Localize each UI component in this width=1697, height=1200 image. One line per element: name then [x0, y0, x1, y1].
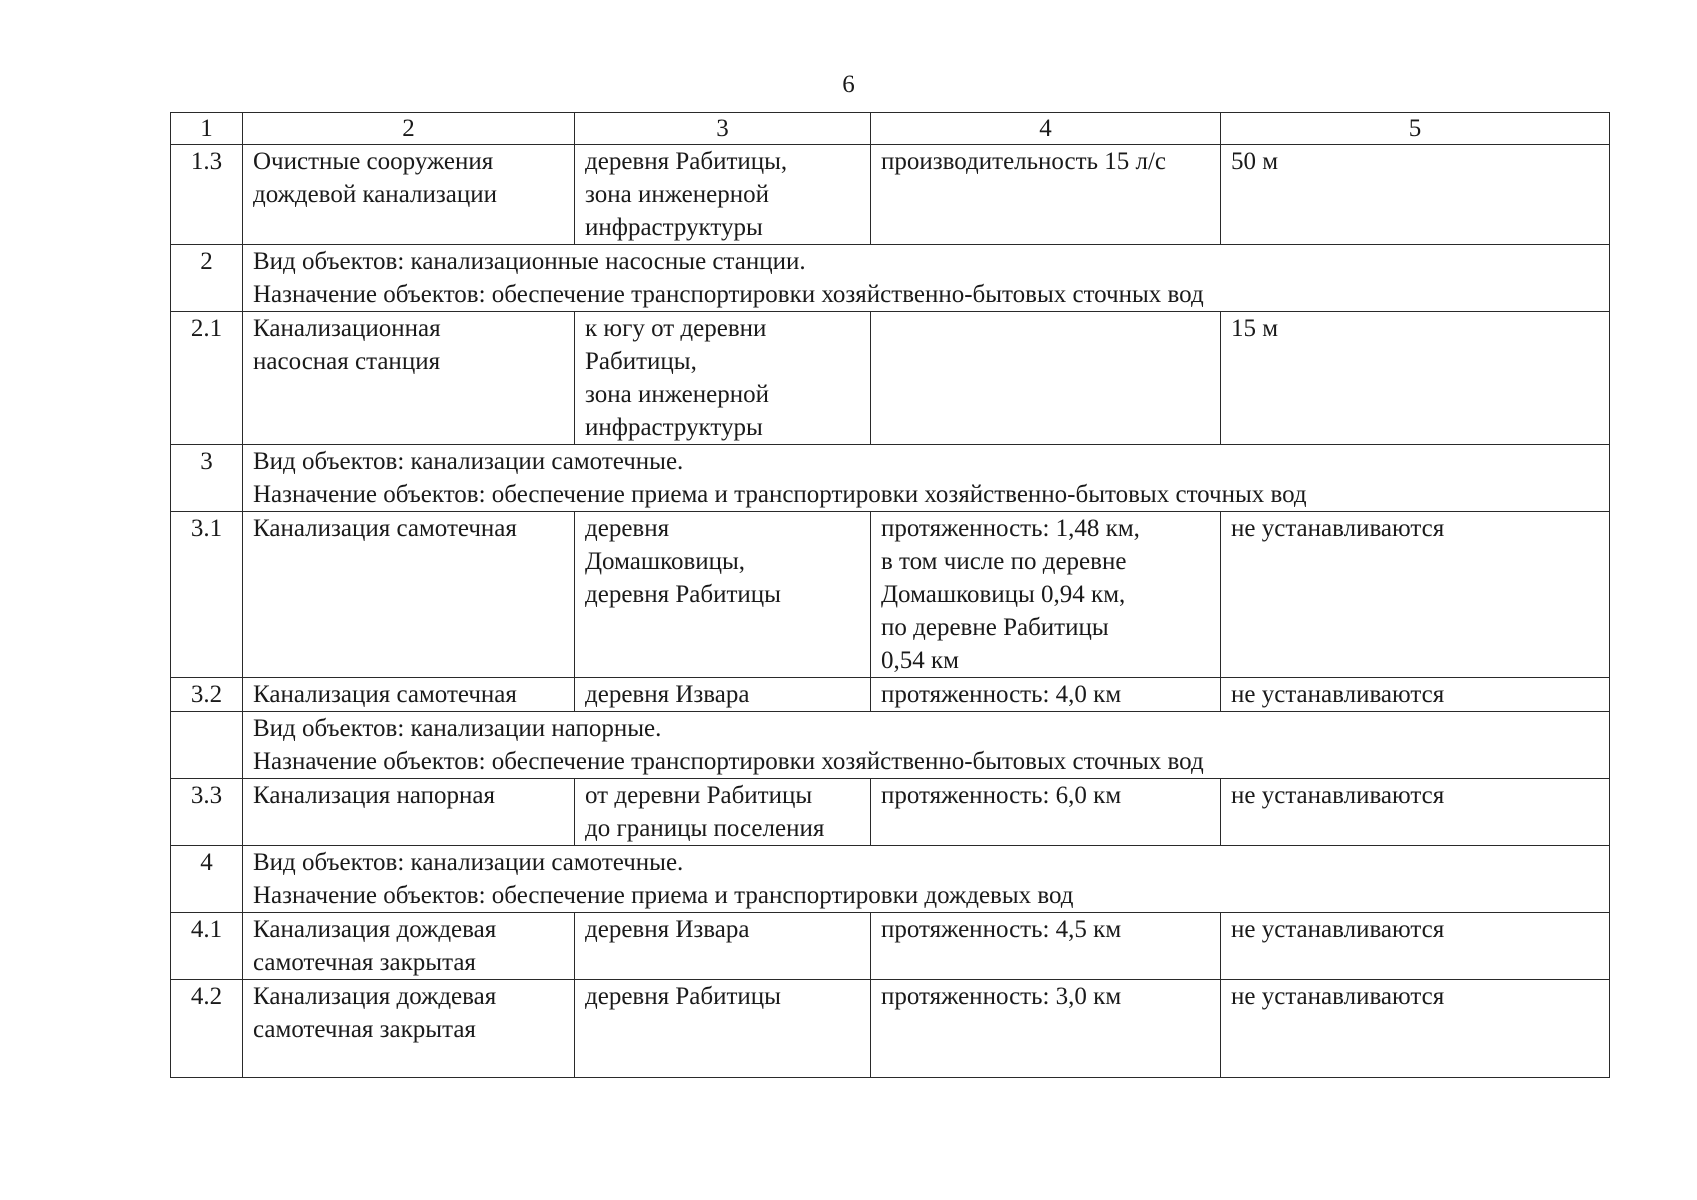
- object-zone: не устанавливаются: [1221, 913, 1610, 980]
- section-number: 2: [171, 245, 243, 312]
- section-row: [171, 445, 1610, 512]
- object-zone: не устанавливаются: [1221, 980, 1610, 1078]
- object-name: Канализация дождевая самотечная закрытая: [243, 980, 575, 1078]
- section-number: [171, 712, 243, 779]
- table-row: [171, 678, 1610, 712]
- objects-table: [170, 112, 1610, 1078]
- object-name: Канализация самотечная: [243, 678, 575, 712]
- object-characteristics: производительность 15 л/с: [871, 145, 1221, 245]
- object-name: Канализационная насосная станция: [243, 312, 575, 445]
- object-zone: 50 м: [1221, 145, 1610, 245]
- object-location: деревня Извара: [575, 678, 871, 712]
- column-header: 5: [1221, 113, 1610, 145]
- row-number: 3.1: [171, 512, 243, 678]
- row-number: 1.3: [171, 145, 243, 245]
- column-header: 3: [575, 113, 871, 145]
- row-number: 2.1: [171, 312, 243, 445]
- section-description: Вид объектов: канализации самотечные. Назначение объектов: обеспечение приема и транспортировки хозяйственно-бытовых сточных вод: [243, 445, 1610, 512]
- section-number: 3: [171, 445, 243, 512]
- object-location: к югу от деревни Рабитицы, зона инженерной инфраструктуры: [575, 312, 871, 445]
- table-row: [171, 779, 1610, 846]
- table-row: [171, 145, 1610, 245]
- object-zone: не устанавливаются: [1221, 779, 1610, 846]
- table-row: [171, 913, 1610, 980]
- section-row: [171, 712, 1610, 779]
- object-zone: 15 м: [1221, 312, 1610, 445]
- table-row: [171, 312, 1610, 445]
- table-row: [171, 512, 1610, 678]
- page-number: 6: [842, 71, 855, 98]
- object-location: деревня Домашковицы, деревня Рабитицы: [575, 512, 871, 678]
- object-location: деревня Рабитицы: [575, 980, 871, 1078]
- column-header: 2: [243, 113, 575, 145]
- column-header: 4: [871, 113, 1221, 145]
- object-zone: не устанавливаются: [1221, 512, 1610, 678]
- object-name: Очистные сооружения дождевой канализации: [243, 145, 575, 245]
- object-characteristics: протяженность: 6,0 км: [871, 779, 1221, 846]
- section-row: [171, 245, 1610, 312]
- object-characteristics: протяженность: 1,48 км, в том числе по деревне Домашковицы 0,94 км, по деревне Рабитицы 0,54 км: [871, 512, 1221, 678]
- object-zone: не устанавливаются: [1221, 678, 1610, 712]
- section-description: Вид объектов: канализации самотечные. Назначение объектов: обеспечение приема и транспортировки дождевых вод: [243, 846, 1610, 913]
- column-header: 1: [171, 113, 243, 145]
- table-header-row: [171, 113, 1610, 145]
- object-location: от деревни Рабитицы до границы поселения: [575, 779, 871, 846]
- row-number: 3.2: [171, 678, 243, 712]
- row-number: 4.1: [171, 913, 243, 980]
- section-description: Вид объектов: канализационные насосные станции. Назначение объектов: обеспечение транспортировки хозяйственно-бытовых сточных вод: [243, 245, 1610, 312]
- object-name: Канализация напорная: [243, 779, 575, 846]
- section-row: [171, 846, 1610, 913]
- object-location: деревня Извара: [575, 913, 871, 980]
- section-number: 4: [171, 846, 243, 913]
- object-name: Канализация дождевая самотечная закрытая: [243, 913, 575, 980]
- object-location: деревня Рабитицы, зона инженерной инфраструктуры: [575, 145, 871, 245]
- object-characteristics: протяженность: 4,5 км: [871, 913, 1221, 980]
- object-name: Канализация самотечная: [243, 512, 575, 678]
- object-characteristics: протяженность: 4,0 км: [871, 678, 1221, 712]
- object-characteristics: протяженность: 3,0 км: [871, 980, 1221, 1078]
- table-row: [171, 980, 1610, 1078]
- row-number: 3.3: [171, 779, 243, 846]
- row-number: 4.2: [171, 980, 243, 1078]
- object-characteristics: [871, 312, 1221, 445]
- section-description: Вид объектов: канализации напорные. Назначение объектов: обеспечение транспортировки хозяйственно-бытовых сточных вод: [243, 712, 1610, 779]
